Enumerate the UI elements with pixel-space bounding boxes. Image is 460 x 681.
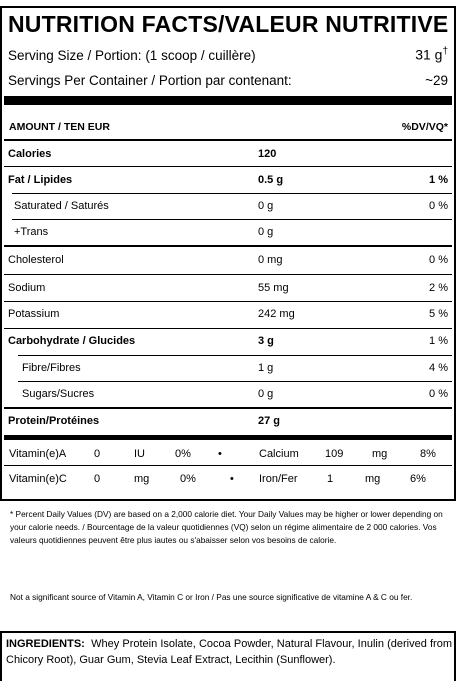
nutrient-row-sugars <box>4 383 452 407</box>
mineral-value: 109 <box>325 448 344 460</box>
row-divider <box>12 193 452 194</box>
serving-size-label: Serving Size / Portion: (1 scoop / cuillère) <box>8 48 256 63</box>
vitamin-unit: mg <box>134 473 150 485</box>
nutrient-row-fibre <box>4 357 452 381</box>
ingredients-label: INGREDIENTS: <box>6 638 85 650</box>
section-divider <box>4 245 452 247</box>
nutrient-amount: 0 mg <box>258 254 283 266</box>
row-divider <box>4 301 452 302</box>
vitamin-name: Vitamin(e)C <box>9 473 67 485</box>
bullet: • <box>218 448 222 460</box>
nutrient-name: Saturated / Saturés <box>14 200 109 212</box>
nutrient-amount: 3 g <box>258 335 274 347</box>
mineral-unit: mg <box>365 473 381 485</box>
section-divider <box>4 407 452 409</box>
amount-header: AMOUNT / TEN EUR <box>9 121 110 133</box>
nutrient-dv: 0 % <box>429 388 448 400</box>
nutrient-dv: 4 % <box>429 362 448 374</box>
nutrient-row-carbohydrate <box>4 330 452 354</box>
nutrient-dv: 5 % <box>429 308 448 320</box>
dagger-mark: † <box>442 46 448 57</box>
row-divider <box>4 328 452 329</box>
nutrient-dv: 1 % <box>429 174 448 186</box>
serving-size-value: 31 g† <box>415 46 448 63</box>
nutrient-row-sodium <box>4 277 452 301</box>
nutrient-amount: 0 g <box>258 388 274 400</box>
nutrient-name: Sugars/Sucres <box>22 388 95 400</box>
bullet: • <box>230 473 234 485</box>
nutrient-row-fat <box>4 169 452 193</box>
nutrient-row-trans <box>4 221 452 245</box>
dv-header: %DV/VQ* <box>401 121 448 133</box>
nutrient-amount: 120 <box>258 148 277 160</box>
row-divider <box>18 381 452 382</box>
nutrient-dv: 1 % <box>429 335 448 347</box>
thick-divider <box>4 96 452 105</box>
nutrient-name: Fat / Lipides <box>8 174 73 186</box>
nutrient-name: +Trans <box>14 226 49 238</box>
nutrient-amount: 0 g <box>258 226 274 238</box>
vitamin-dv: 0% <box>180 473 196 485</box>
vitamin-unit: IU <box>134 448 145 460</box>
servings-per-container-label: Servings Per Container / Portion par contenant: <box>8 73 292 88</box>
panel-title: NUTRITION FACTS/VALEUR NUTRITIVE <box>8 11 449 37</box>
nutrient-name: Calories <box>8 148 52 160</box>
row-divider <box>18 355 452 356</box>
vitamin-name: Vitamin(e)A <box>9 448 67 460</box>
nutrient-row-cholesterol <box>4 249 452 273</box>
nutrient-name: Potassium <box>8 308 60 320</box>
nutrient-name: Sodium <box>8 282 46 294</box>
mineral-name: Calcium <box>259 448 299 460</box>
mineral-dv: 8% <box>420 448 436 460</box>
row-divider <box>4 465 452 466</box>
footnote-dv: * Percent Daily Values (DV) are based on a 2,000 calorie diet. Your Daily Values may be higher or lower depending on your calorie needs. / Bourcentage de la valeur quotidiennes (VQ) selon un régime alimentaire de 2 000 calories. Vos valeurs quotidiennes peuvent être plus iautes ou s'abaisser selon vos besoins de calorie. <box>10 509 443 545</box>
header-divider <box>4 139 452 141</box>
nutrient-amount: 0 g <box>258 200 274 212</box>
nutrient-row-calories <box>4 143 452 167</box>
ingredients-text <box>6 636 452 668</box>
nutrient-amount: 1 g <box>258 362 274 374</box>
nutrient-row-protein <box>4 410 452 434</box>
nutrient-dv: 2 % <box>429 282 448 294</box>
nutrient-row-potassium <box>4 303 452 327</box>
footnote-not-significant: Not a significant source of Vitamin A, Vitamin C or Iron / Pas une source significative de vitamine A & C ou fer. <box>10 592 413 602</box>
mineral-name: Iron/Fer <box>259 473 298 485</box>
nutrient-name: Protein/Protéines <box>8 415 100 427</box>
nutrient-dv: 0 % <box>429 200 448 212</box>
row-divider <box>12 219 452 220</box>
vitamin-value: 0 <box>94 473 101 485</box>
nutrient-amount: 55 mg <box>258 282 289 294</box>
nutrient-dv: 0 % <box>429 254 448 266</box>
mineral-value: 1 <box>327 473 334 485</box>
nutrient-amount: 0.5 g <box>258 174 284 186</box>
vitamin-dv: 0% <box>175 448 191 460</box>
nutrient-row-saturated <box>4 195 452 219</box>
servings-per-container-value: ~29 <box>425 73 448 88</box>
mineral-unit: mg <box>372 448 388 460</box>
nutrient-name: Carbohydrate / Glucides <box>8 335 136 347</box>
vitamin-value: 0 <box>94 448 101 460</box>
nutrient-amount: 242 mg <box>258 308 295 320</box>
row-divider <box>4 166 452 167</box>
nutrient-amount: 27 g <box>258 415 281 427</box>
ingredients-list: Whey Protein Isolate, Cocoa Powder, Natural Flavour, Inulin (derived from Chicory Root), Guar Gum, Stevia Leaf Extract, Lecithin (Sunflower). <box>6 638 452 666</box>
mineral-dv: 6% <box>410 473 426 485</box>
thick-divider <box>4 435 452 440</box>
nutrient-name: Cholesterol <box>8 254 64 266</box>
row-divider <box>4 274 452 275</box>
nutrient-name: Fibre/Fibres <box>22 362 81 374</box>
